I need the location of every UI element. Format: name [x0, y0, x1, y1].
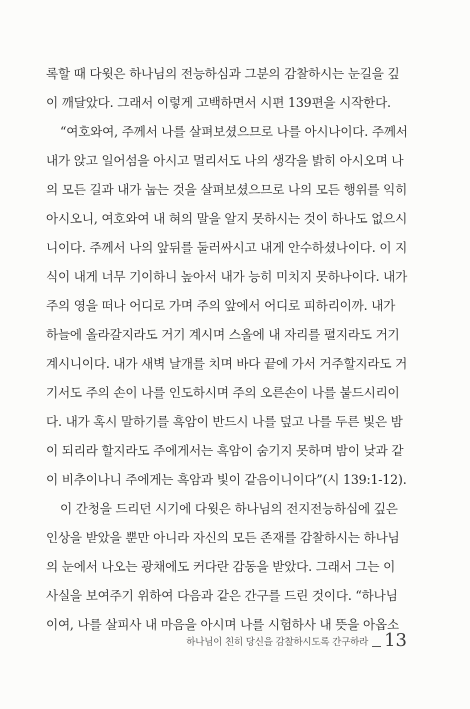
body-text: [46, 59, 428, 639]
text-line: 내가 앉고 일어섬을 아시고 멀리서도 나의 생각을 밝히 아시오며 나: [46, 153, 404, 168]
text-line: 인상을 받았을 뿐만 아니라 자신의 모든 존재를 감찰하시는 하나님: [46, 530, 400, 545]
footer-divider: [372, 646, 381, 647]
text-line: 기서도 주의 손이 나를 인도하시며 주의 오른손이 나를 붙드시리이: [46, 385, 400, 400]
text-line: 의 모든 길과 내가 눕는 것을 살펴보셨으므로 나의 모든 행위를 익히: [46, 182, 408, 197]
page-footer: [186, 627, 407, 651]
text-line: 이여, 나를 살피사 내 마음을 아시며 나를 시험하사 내 뜻을 아옵소: [46, 617, 399, 632]
text-line: 다. 내가 혹시 말하기를 흑암이 반드시 나를 덮고 나를 두른 빛은 밤: [46, 414, 403, 429]
text-line: 이 깨달았다. 그래서 이렇게 고백하면서 시편 139편을 시작한다.: [46, 95, 391, 110]
text-line: 이 간청을 드리던 시기에 다윗은 하나님의 전지전능하심에 깊은: [60, 501, 398, 516]
text-line: 의 눈에서 나오는 광채에도 커다란 감동을 받았다. 그래서 그는 이: [46, 559, 396, 574]
text-line: 이 비추이나니 주에게는 흑암과 빛이 같음이니이다”(시 139:1-12).: [46, 472, 407, 487]
page-number: 13: [384, 630, 407, 651]
text-line: 사실을 보여주기 위하여 다음과 같은 간구를 드린 것이다. “하나님: [46, 588, 398, 603]
text-line: 주의 영을 떠나 어디로 가며 주의 앞에서 어디로 피하리이까. 내가: [46, 298, 396, 313]
text-line: 이 되리라 할지라도 주에게서는 흑암이 숨기지 못하며 밤이 낮과 같: [46, 443, 404, 458]
running-head: 하나님이 친히 당신을 감찰하시도록 간구하라: [186, 637, 369, 648]
text-line: 니이다. 주께서 나의 앞뒤를 둘러싸시고 내게 안수하셨나이다. 이 지: [46, 240, 408, 255]
text-line: 아시오니, 여호와여 내 혀의 말을 알지 못하시는 것이 하나도 없으시: [46, 211, 408, 226]
text-line: 하늘에 올라갈지라도 거기 계시며 스올에 내 자리를 펼지라도 거기: [46, 327, 400, 342]
text-line: 계시니이다. 내가 새벽 날개를 치며 바다 끝에 가서 거주할지라도 거: [46, 356, 408, 371]
text-line: 록할 때 다윗은 하나님의 전능하심과 그분의 감찰하시는 눈길을 깊: [46, 66, 400, 81]
text-line: “여호와여, 주께서 나를 살펴보셨으므로 나를 아시나이다. 주께서: [60, 124, 408, 139]
text-line: 식이 내게 너무 기이하니 높아서 내가 능히 미치지 못하나이다. 내가: [46, 269, 408, 284]
